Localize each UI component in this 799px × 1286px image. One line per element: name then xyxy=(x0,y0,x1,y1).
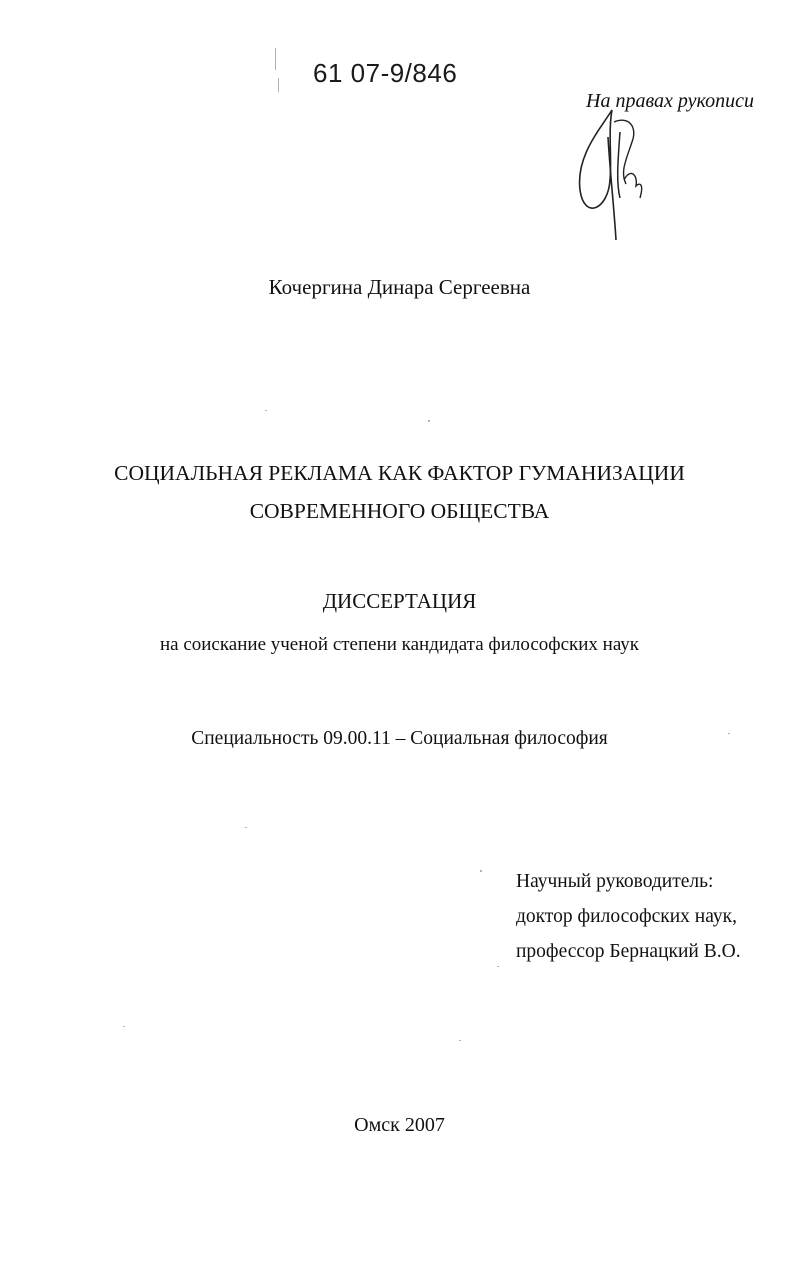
city-year: Омск 2007 xyxy=(354,1114,445,1136)
supervisor-name: профессор Бернацкий В.О. xyxy=(516,941,741,962)
author-name: Кочергина Динара Сергеевна xyxy=(268,275,531,299)
supervisor-degree: доктор философских наук, xyxy=(516,906,737,927)
scan-speck xyxy=(497,966,499,967)
specialty-line: Специальность 09.00.11 – Социальная философия xyxy=(191,728,608,749)
rights-note: На правах рукописи xyxy=(586,90,754,112)
scan-speck xyxy=(459,1040,461,1041)
scan-speck xyxy=(480,870,482,872)
title-line: СОЦИАЛЬНАЯ РЕКЛАМА КАК ФАКТОР ГУМАНИЗАЦИИ xyxy=(114,461,685,485)
scan-speck xyxy=(245,827,247,828)
archive-number-stamp: 61 07-9/846 xyxy=(313,58,458,88)
document-type: ДИССЕРТАЦИЯ xyxy=(322,589,477,613)
scan-speck xyxy=(428,420,430,422)
scan-speck xyxy=(265,410,267,411)
scan-artifact-line xyxy=(275,48,276,70)
handwritten-signature xyxy=(568,102,658,252)
dissertation-title xyxy=(0,454,799,530)
title-line: СОВРЕМЕННОГО ОБЩЕСТВА xyxy=(249,499,550,523)
scan-artifact-line xyxy=(278,78,279,92)
supervisor-block xyxy=(516,864,741,969)
degree-line: на соискание ученой степени кандидата философских наук xyxy=(159,634,640,655)
supervisor-heading: Научный руководитель: xyxy=(516,871,714,892)
scan-speck xyxy=(123,1026,125,1027)
